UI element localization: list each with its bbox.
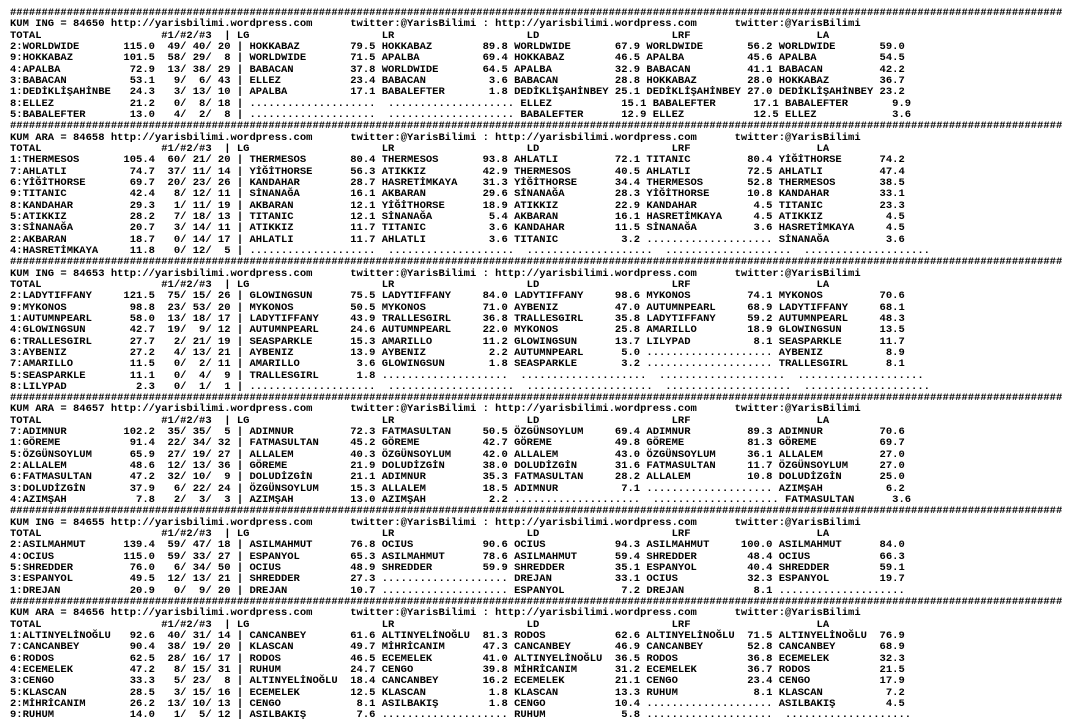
column-headers-text: TOTAL #1/#2/#3 | LG LR LD LRF LA [10,414,830,427]
horse-row [10,87,1074,98]
column-headers-text: TOTAL #1/#2/#3 | LG LR LD LRF LA [10,618,830,631]
horse-row [10,223,1074,234]
horse-row [10,189,1074,200]
horse-row-text: 5:ÖZGÜNSOYLUM 65.9 27/ 19/ 27 | ALLALEM 40.3 ÖZGÜNSOYLUM 42.0 ALLALEM 43.0 ÖZGÜNSOYLUM 36.1 ALLALEM 27.0 [10,448,905,461]
separator-line-text: ####################################################################################################################################################################### [10,256,1063,269]
horse-row-text: 6:RODOS 62.5 28/ 16/ 17 | RODOS 46.5 ECEMELEK 41.0 ALTINYELİNOĞLU 36.5 RODOS 36.8 ECEMELEK 32.3 [10,652,905,665]
column-headers-text: TOTAL #1/#2/#3 | LG LR LD LRF LA [10,278,830,291]
separator-line [10,121,1074,132]
horse-row [10,155,1074,166]
race-statistics-sheet [10,7,1074,722]
horse-row-text: 1:DREJAN 20.9 0/ 9/ 20 | DREJAN 10.7 .................... ESPANYOL 7.2 DREJAN 8.1 .................... [10,584,905,597]
horse-row-text: 9:HOKKABAZ 101.5 58/ 29/ 8 | WORLDWIDE 71.5 APALBA 69.4 HOKKABAZ 46.5 APALBA 45.6 APALBA 54.5 [10,52,905,65]
column-headers-text: TOTAL #1/#2/#3 | LG LR LD LRF LA [10,142,830,155]
horse-row-text: 7:CANCANBEY 90.4 38/ 19/ 20 | KLASCAN 49.7 MİHRİCANIM 47.3 CANCANBEY 46.9 CANCANBEY 52.8 CANCANBEY 68.9 [10,641,905,654]
separator-line-text: ####################################################################################################################################################################### [10,7,1063,19]
horse-row [10,676,1074,687]
horse-row-text: 4:AZIMŞAH 7.8 2/ 3/ 3 | AZIMŞAH 13.0 AZIMŞAH 2.2 .................... .................... FATMASULTAN 3.6 [10,494,912,507]
horse-row-text: 4:APALBA 72.9 13/ 38/ 29 | BABACAN 37.8 WORLDWIDE 64.5 APALBA 32.9 BABACAN 41.1 BABACAN 42.2 [10,63,905,76]
horse-row-text: 5:BABALEFTER 13.0 4/ 2/ 8 | .................... .................... BABALEFTER 12.9 ELLEZ 12.5 ELLEZ 3.6 [10,108,912,121]
horse-row-text: 9:MYKONOS 98.8 23/ 53/ 20 | MYKONOS 50.5 MYKONOS 71.0 AYBENIZ 47.0 AUTUMNPEARL 68.9 LADYTIFFANY 68.1 [10,301,905,314]
horse-row-text: 1:ALTINYELİNOĞLU 92.6 40/ 31/ 14 | CANCANBEY 61.6 ALTINYELİNOĞLU 81.3 RODOS 62.6 ALTINYELİNOĞLU 71.5 ALTINYELİNOĞLU 76.9 [10,630,905,643]
horse-row-text: 3:SİNANAĞA 20.7 3/ 14/ 11 | ATIKKIZ 11.7 TITANIC 3.6 KANDAHAR 11.5 SİNANAĞA 3.6 HASRETİMKAYA 4.5 [10,222,905,235]
horse-row-text: 2:WORLDWIDE 115.0 49/ 40/ 20 | HOKKABAZ 79.5 HOKKABAZ 89.8 WORLDWIDE 67.9 WORLDWIDE 56.2 WORLDWIDE 59.0 [10,40,905,53]
horse-row-text: 8:KANDAHAR 29.3 1/ 11/ 19 | AKBARAN 12.1 YİĞİTHORSE 18.9 ATIKKIZ 22.9 KANDAHAR 4.5 TITANIC 23.3 [10,199,905,212]
horse-row [10,710,1074,721]
horse-row-text: 4:GLOWINGSUN 42.7 19/ 9/ 12 | AUTUMNPEARL 24.6 AUTUMNPEARL 22.0 MYKONOS 25.8 AMARILLO 18.9 GLOWINGSUN 13.5 [10,324,905,337]
horse-row-text: 8:ELLEZ 21.2 0/ 8/ 18 | .................... .................... ELLEZ 15.1 BABALEFTER 17.1 BABALEFTER 9.9 [10,97,912,110]
horse-row-text: 7:ADIMNUR 102.2 35/ 35/ 5 | ADIMNUR 72.3 FATMASULTAN 50.5 ÖZGÜNSOYLUM 69.4 ADIMNUR 89.3 ADIMNUR 70.6 [10,426,905,439]
horse-row-text: 7:AHLATLI 74.7 37/ 11/ 14 | YİĞİTHORSE 56.3 ATIKKIZ 42.9 THERMESOS 40.5 AHLATLI 72.5 AHLATLI 47.4 [10,165,905,178]
horse-row-text: 3:DOLUDİZGİN 37.9 6/ 22/ 24 | ÖZGÜNSOYLUM 15.3 ALLALEM 18.5 ADIMNUR 7.1 .................... AZIMŞAH 6.2 [10,482,905,495]
horse-row-text: 2:ALLALEM 48.6 12/ 13/ 36 | GÖREME 21.9 DOLUDİZGİN 38.0 DOLUDİZGİN 31.6 FATMASULTAN 11.7 ÖZGÜNSOYLUM 27.0 [10,460,905,473]
separator-line [10,257,1074,268]
horse-row [10,325,1074,336]
race-header-text: KUM ARA = 84657 http://yarisbilimi.wordpress.com twitter:@YarisBilimi : http://yarisbilimi.wordpress.com twitter:@YarisBilimi [10,403,861,416]
horse-row-text: 5:ATIKKIZ 28.2 7/ 18/ 13 | TITANIC 12.1 SİNANAĞA 5.4 AKBARAN 16.1 HASRETİMKAYA 4.5 ATIKKIZ 4.5 [10,210,905,223]
horse-row [10,642,1074,653]
horse-row-text: 8:LILYPAD 2.3 0/ 1/ 1 | .................... .................... .................... .................... .................... [10,380,930,393]
horse-row [10,53,1074,64]
horse-row-text: 6:FATMASULTAN 47.2 32/ 10/ 9 | DOLUDİZGİN 21.1 ADIMNUR 35.3 FATMASULTAN 28.2 ALLALEM 10.8 DOLUDİZGİN 25.0 [10,471,905,484]
horse-row-text: 2:LADYTIFFANY 121.5 75/ 15/ 26 | GLOWINGSUN 75.5 LADYTIFFANY 84.0 LADYTIFFANY 98.6 MYKONOS 74.1 MYKONOS 70.6 [10,290,905,303]
horse-row-text: 6:YİĞİTHORSE 69.7 20/ 23/ 26 | KANDAHAR 28.7 HASRETİMKAYA 31.3 YİĞİTHORSE 34.4 THERMESOS 52.8 THERMESOS 38.5 [10,176,905,189]
race-header-text: KUM ARA = 84656 http://yarisbilimi.wordpress.com twitter:@YarisBilimi : http://yarisbilimi.wordpress.com twitter:@YarisBilimi [10,607,861,620]
horse-row-text: 4:OCIUS 115.0 59/ 33/ 27 | ESPANYOL 65.3 ASILMAHMUT 78.6 ASILMAHMUT 59.4 SHREDDER 48.4 OCIUS 66.3 [10,550,905,563]
separator-line-text: ####################################################################################################################################################################### [10,596,1063,609]
separator-line-text: ####################################################################################################################################################################### [10,392,1063,405]
horse-row [10,291,1074,302]
horse-row [10,359,1074,370]
horse-row-text: 1:DEDİKLİŞAHİNBE 24.3 3/ 13/ 10 | APALBA 17.1 BABALEFTER 1.8 DEDİKLİŞAHİNBEY 25.1 DEDİKLİŞAHİNBEY 27.0 DEDİKLİŞAHİNBEY 23.2 [10,86,905,99]
horse-row-text: 1:GÖREME 91.4 22/ 34/ 32 | FATMASULTAN 45.2 GÖREME 42.7 GÖREME 49.8 GÖREME 81.3 GÖREME 69.7 [10,437,905,450]
horse-row-text: 4:HASRETİMKAYA 11.8 0/ 12/ 5 | .................... .................... .................... .................... .................... [10,244,930,257]
horse-row-text: 3:ESPANYOL 49.5 12/ 13/ 21 | SHREDDER 27.3 .................... DREJAN 33.1 OCIUS 32.3 ESPANYOL 19.7 [10,573,905,586]
horse-row-text: 9:TITANIC 42.4 8/ 12/ 11 | SİNANAĞA 16.1 AKBARAN 29.6 SİNANAĞA 28.3 YİĞİTHORSE 10.8 KANDAHAR 33.1 [10,188,905,201]
race-header [10,19,1074,30]
horse-row-text: 6:TRALLESGIRL 27.7 2/ 21/ 19 | SEASPARKLE 15.3 AMARILLO 11.2 GLOWINGSUN 13.7 LILYPAD 8.1 SEASPARKLE 11.7 [10,335,905,348]
horse-row-text: 5:SEASPARKLE 11.1 0/ 4/ 9 | TRALLESGIRL 1.8 .................... .................... .................... .................... [10,369,924,382]
horse-row-text: 1:THERMESOS 105.4 60/ 21/ 20 | THERMESOS 80.4 THERMESOS 93.8 AHLATLI 72.1 TITANIC 80.4 YİĞİTHORSE 74.2 [10,154,905,167]
horse-row-text: 5:KLASCAN 28.5 3/ 15/ 16 | ECEMELEK 12.5 KLASCAN 1.8 KLASCAN 13.3 RUHUM 8.1 KLASCAN 7.2 [10,686,905,699]
horse-row-text: 2:MİHRİCANIM 26.2 13/ 10/ 13 | CENGO 8.1 ASILBAKIŞ 1.8 CENGO 10.4 .................... ASILBAKIŞ 4.5 [10,698,905,711]
horse-row-text: 3:CENGO 33.3 5/ 23/ 8 | ALTINYELİNOĞLU 18.4 CANCANBEY 16.2 ECEMELEK 21.1 CENGO 23.4 CENGO 17.9 [10,675,905,688]
horse-row-text: 7:AMARILLO 11.5 0/ 2/ 11 | AMARILLO 3.6 GLOWINGSUN 1.8 SEASPARKLE 3.2 .................... TRALLESGIRL 8.1 [10,358,905,371]
horse-row-text: 1:AUTUMNPEARL 58.0 13/ 18/ 17 | LADYTIFFANY 43.9 TRALLESGIRL 36.8 TRALLESGIRL 35.8 LADYTIFFANY 59.2 AUTUMNPEARL 48.3 [10,312,905,325]
race-header-text: KUM ING = 84650 http://yarisbilimi.wordpress.com twitter:@YarisBilimi : http://yarisbilimi.wordpress.com twitter:@YarisBilimi [10,18,861,31]
horse-row-text: 4:ECEMELEK 47.2 8/ 15/ 31 | RUHUM 24.7 CENGO 39.8 MİHRİCANIM 31.2 ECEMELEK 36.7 RODOS 21.5 [10,664,905,677]
horse-row-text: 5:SHREDDER 76.0 6/ 34/ 50 | OCIUS 48.9 SHREDDER 59.9 SHREDDER 35.1 ESPANYOL 40.4 SHREDDER 59.1 [10,562,905,575]
horse-row-text: 2:ASILMAHMUT 139.4 59/ 47/ 18 | ASILMAHMUT 76.8 OCIUS 90.6 OCIUS 94.3 ASILMAHMUT 100.0 ASILMAHMUT 84.0 [10,539,905,552]
separator-line-text: ####################################################################################################################################################################### [10,120,1063,133]
race-header-text: KUM ARA = 84658 http://yarisbilimi.wordpress.com twitter:@YarisBilimi : http://yarisbilimi.wordpress.com twitter:@YarisBilimi [10,131,861,144]
separator-line-text: ####################################################################################################################################################################### [10,505,1063,518]
column-headers-text: TOTAL #1/#2/#3 | LG LR LD LRF LA [10,528,830,541]
race-header-text: KUM ING = 84653 http://yarisbilimi.wordpress.com twitter:@YarisBilimi : http://yarisbilimi.wordpress.com twitter:@YarisBilimi [10,267,861,280]
horse-row-text: 9:RUHUM 14.0 1/ 5/ 12 | ASILBAKIŞ 7.6 .................... RUHUM 5.8 .................... .................... [10,709,912,722]
horse-row-text: 3:AYBENIZ 27.2 4/ 13/ 21 | AYBENIZ 13.9 AYBENIZ 2.2 AUTUMNPEARL 5.0 .................... AYBENIZ 8.9 [10,346,905,359]
column-headers-text: TOTAL #1/#2/#3 | LG LR LD LRF LA [10,29,830,42]
horse-row-text: 3:BABACAN 53.1 9/ 6/ 43 | ELLEZ 23.4 BABACAN 3.6 BABACAN 28.8 HOKKABAZ 28.0 HOKKABAZ 36.7 [10,74,905,87]
race-header-text: KUM ING = 84655 http://yarisbilimi.wordpress.com twitter:@YarisBilimi : http://yarisbilimi.wordpress.com twitter:@YarisBilimi [10,516,861,529]
horse-row-text: 2:AKBARAN 18.7 0/ 14/ 17 | AHLATLI 11.7 AHLATLI 3.6 TITANIC 3.2 .................... SİNANAĞA 3.6 [10,233,905,246]
